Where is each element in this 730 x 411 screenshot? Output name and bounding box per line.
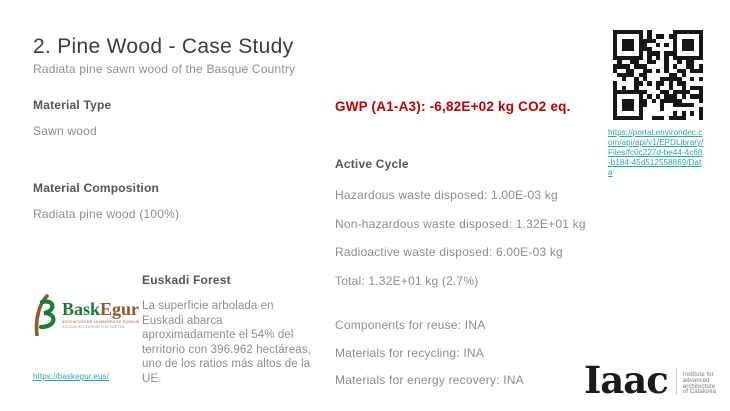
paragraph-line: aproximadamente el 54% del [142, 329, 294, 341]
epd-link[interactable] [608, 128, 708, 178]
baskegur-wordmark-bask: Bask [62, 299, 101, 319]
paragraph-line: Euskadi abarca [142, 314, 223, 327]
recovery-list [335, 318, 524, 401]
baskegur-tagline-es: ASOCIACIÓN DE LA MADERA DE EUSKADI [62, 320, 140, 324]
material-composition-value: Radiata pine wood (100%) [33, 207, 180, 221]
epd-link-line[interactable]: om/api/api/v1/EPDLibrary/ [608, 138, 704, 147]
iaac-caption [683, 373, 716, 396]
waste-line-total: Total: 1.32E+01 kg (2.7%) [335, 273, 479, 288]
recovery-line-reuse: Components for reuse: INA [335, 318, 486, 332]
page-title: 2. Pine Wood - Case Study [33, 35, 294, 58]
iaac-wordmark: Iaac [584, 358, 668, 402]
baskegur-tagline-eu: EUSKADIKO ZURAREN ELKARTEA [62, 324, 125, 329]
iaac-logo [584, 358, 717, 402]
waste-line-radioactive: Radioactive waste disposed: 6.00E-03 kg [335, 245, 563, 259]
iaac-caption-line: of Catalonia [682, 389, 717, 396]
paragraph-line: uno de los ratios más altos de la [142, 358, 311, 370]
waste-list [335, 188, 586, 302]
epd-link-line[interactable]: https://portal.environdec.c [608, 128, 703, 137]
paragraph-line: UE. [142, 372, 162, 385]
recovery-line-energy: Materials for energy recovery: INA [335, 373, 524, 387]
iaac-caption-line: Institute for [682, 372, 714, 378]
paragraph-line: territorio con 396.962 hectáreas, [142, 343, 311, 356]
euskadi-forest-paragraph [142, 299, 311, 386]
waste-line-hazardous: Hazardous waste disposed: 1.00E-03 kg [335, 188, 558, 202]
baskegur-wordmark-egur: Egur [100, 299, 140, 319]
qr-code [613, 30, 703, 120]
paragraph-line: La superficie arbolada en [142, 300, 274, 312]
recovery-line-recycling: Materials for recycling: INA [335, 345, 484, 360]
euskadi-forest-heading: Euskadi Forest [142, 273, 231, 287]
baskegur-link[interactable]: https://baskegur.eus/ [33, 372, 109, 381]
iaac-caption-line: advanced [682, 377, 710, 384]
epd-link-line[interactable]: a [608, 168, 613, 177]
iaac-caption-line: architecture [682, 383, 716, 390]
epd-link-line[interactable]: Files/fc0c227d-be44-4c68 [608, 148, 703, 157]
iaac-divider [676, 368, 677, 395]
gwp-result: GWP (A1-A3): -6,82E+02 kg CO2 eq. [335, 99, 571, 114]
active-cycle-heading: Active Cycle [335, 157, 409, 171]
baskegur-logo [30, 292, 138, 341]
epd-link-line[interactable]: -b184-45d512558869/Dat [608, 158, 702, 167]
page-subtitle: Radiata pine sawn wood of the Basque Country [33, 62, 296, 76]
waste-line-non-hazardous: Non-hazardous waste disposed: 1.32E+01 kg [335, 216, 586, 231]
material-type-label: Material Type [33, 98, 112, 112]
material-type-value: Sawn wood [33, 124, 97, 138]
material-composition-label: Material Composition [33, 181, 160, 195]
baskegur-tree-icon [30, 294, 58, 341]
